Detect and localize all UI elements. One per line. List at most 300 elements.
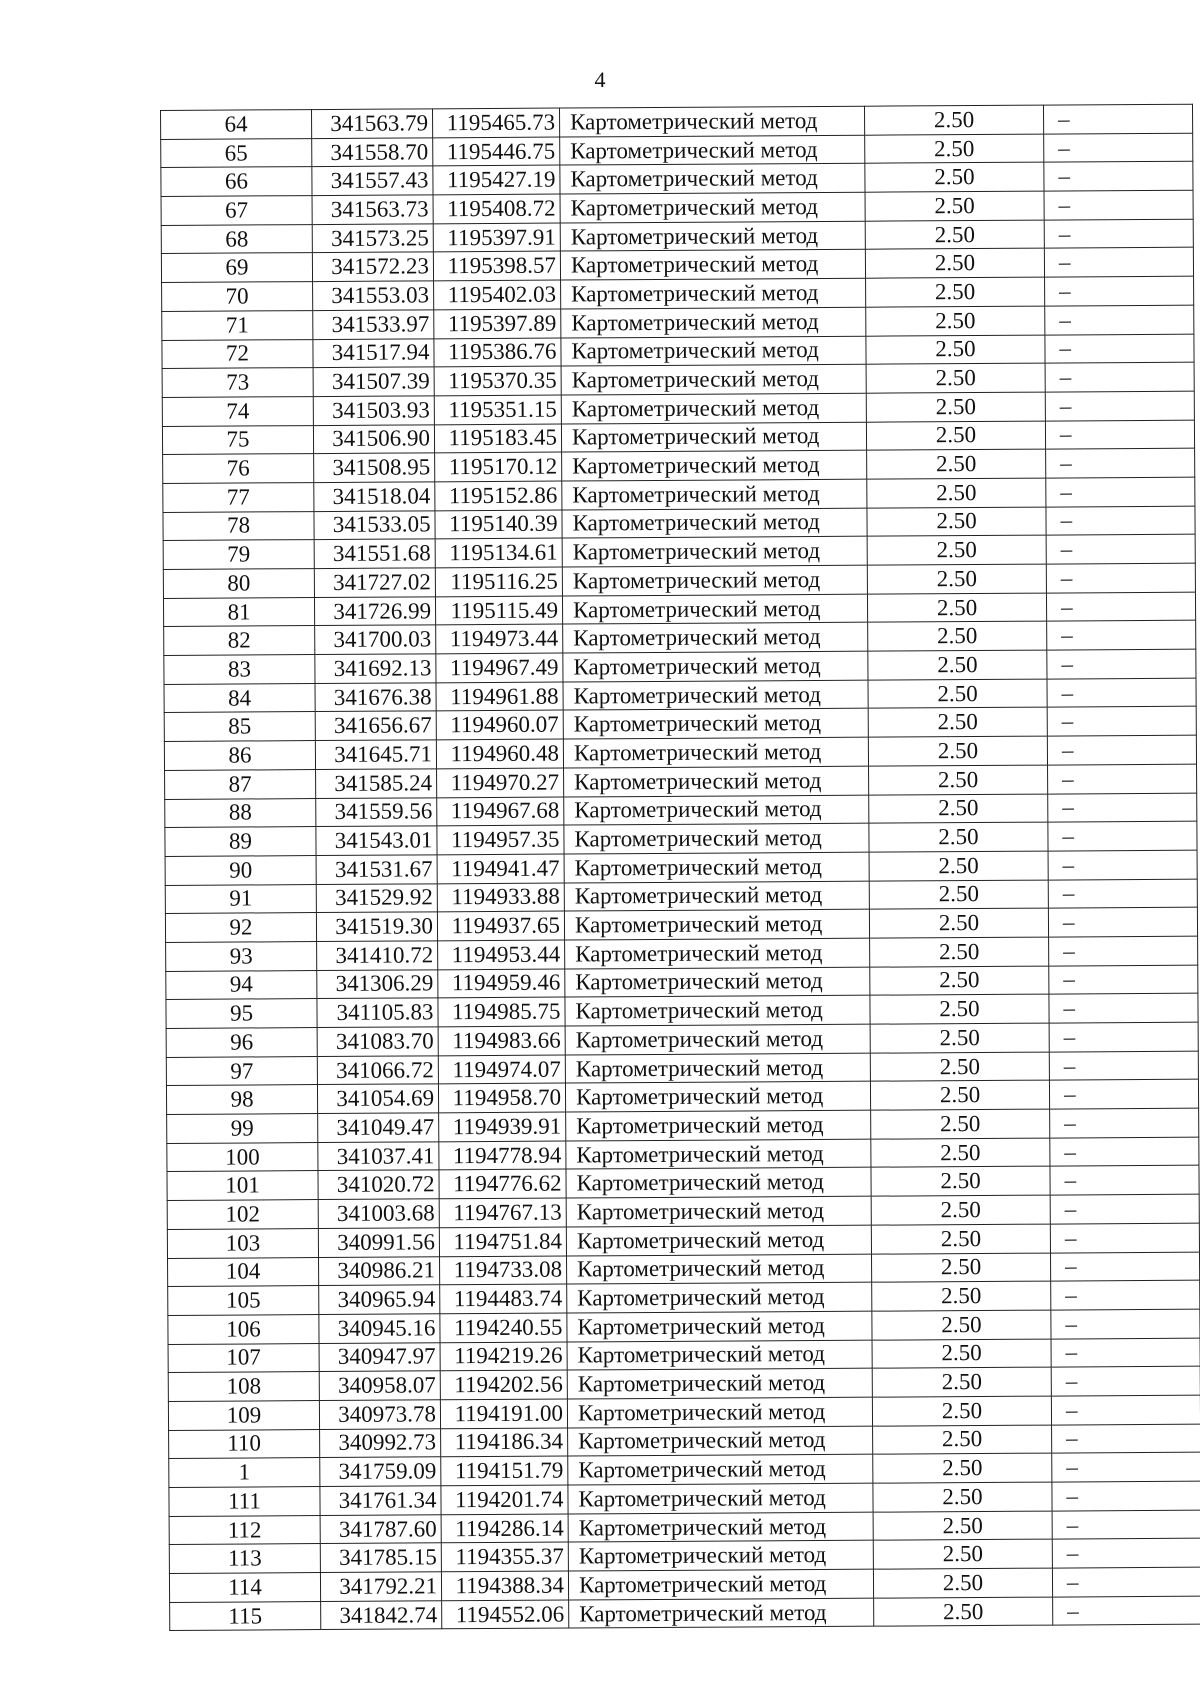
coordinate-x-cell: 341726.99	[314, 597, 435, 626]
coordinate-y-cell: 1194939.91	[439, 1112, 566, 1141]
accuracy-cell: 2.50	[867, 593, 1046, 623]
method-cell: Картометрический метод	[566, 1168, 871, 1199]
method-cell: Картометрический метод	[568, 1454, 873, 1485]
method-cell: Картометрический метод	[566, 1225, 871, 1256]
method-cell: Картометрический метод	[566, 1110, 871, 1141]
method-cell: Картометрический метод	[565, 1082, 870, 1113]
accuracy-cell: 2.50	[870, 1080, 1049, 1110]
accuracy-cell: 2.50	[873, 1568, 1052, 1598]
coordinate-y-cell: 1194186.34	[441, 1428, 568, 1457]
coordinate-x-cell: 341054.69	[317, 1084, 438, 1113]
accuracy-cell: 2.50	[865, 162, 1044, 192]
note-cell: –	[1048, 879, 1197, 909]
coordinate-y-cell: 1194970.27	[437, 768, 564, 797]
method-cell: Картометрический метод	[563, 651, 868, 682]
note-cell: –	[1050, 1194, 1199, 1224]
coordinate-y-cell: 1194552.06	[442, 1600, 569, 1629]
note-cell: –	[1050, 1166, 1199, 1196]
note-cell: –	[1053, 1596, 1200, 1626]
note-cell: –	[1044, 248, 1193, 278]
accuracy-cell: 2.50	[870, 994, 1049, 1024]
accuracy-cell: 2.50	[869, 880, 1048, 910]
coordinate-y-cell: 1194191.00	[440, 1399, 567, 1428]
coordinates-table	[160, 104, 1200, 1632]
coordinate-y-cell: 1194967.49	[436, 653, 563, 682]
method-cell: Картометрический метод	[568, 1569, 873, 1600]
point-number-cell: 64	[161, 110, 312, 140]
note-cell: –	[1045, 334, 1194, 364]
accuracy-cell: 2.50	[868, 621, 1047, 651]
coordinate-x-cell: 341003.68	[318, 1199, 439, 1228]
accuracy-cell: 2.50	[866, 306, 1045, 336]
coordinate-y-cell: 1194219.26	[440, 1342, 567, 1371]
page-number: 4	[594, 67, 606, 92]
accuracy-cell: 2.50	[865, 220, 1044, 250]
accuracy-cell: 2.50	[868, 679, 1047, 709]
coordinate-y-cell: 1195397.91	[433, 223, 560, 252]
method-cell: Картометрический метод	[563, 623, 868, 654]
note-cell: –	[1051, 1309, 1200, 1339]
note-cell: –	[1045, 362, 1194, 392]
point-number-cell: 80	[163, 569, 314, 599]
coordinate-y-cell: 1194240.55	[440, 1313, 567, 1342]
coordinate-x-cell: 340947.97	[319, 1342, 440, 1371]
note-cell: –	[1051, 1395, 1200, 1425]
method-cell: Картометрический метод	[561, 307, 866, 338]
coordinate-y-cell: 1194767.13	[439, 1198, 566, 1227]
method-cell: Картометрический метод	[562, 479, 867, 510]
note-cell: –	[1045, 391, 1194, 421]
method-cell: Картометрический метод	[566, 1139, 871, 1170]
accuracy-cell: 2.50	[865, 249, 1044, 279]
accuracy-cell: 2.50	[867, 478, 1046, 508]
note-cell: –	[1051, 1338, 1200, 1368]
coordinate-y-cell: 1194355.37	[441, 1542, 568, 1571]
coordinate-x-cell: 341508.95	[314, 453, 435, 482]
point-number-cell: 82	[164, 626, 315, 656]
coordinate-x-cell: 340958.07	[319, 1371, 440, 1400]
accuracy-cell: 2.50	[865, 191, 1044, 221]
coordinate-x-cell: 341761.34	[320, 1486, 441, 1515]
accuracy-cell: 2.50	[871, 1167, 1050, 1197]
point-number-cell: 103	[167, 1228, 318, 1258]
coordinate-y-cell: 1195465.73	[432, 108, 559, 137]
coordinate-x-cell: 340945.16	[319, 1314, 440, 1343]
note-cell: –	[1044, 133, 1193, 163]
point-number-cell: 108	[168, 1372, 319, 1402]
coordinate-x-cell: 340986.21	[319, 1256, 440, 1285]
point-number-cell: 90	[165, 855, 316, 885]
method-cell: Картометрический метод	[565, 1053, 870, 1084]
accuracy-cell: 2.50	[870, 1023, 1049, 1053]
coordinate-x-cell: 341551.68	[314, 539, 435, 568]
point-number-cell: 106	[168, 1314, 319, 1344]
note-cell: –	[1047, 678, 1196, 708]
accuracy-cell: 2.50	[868, 736, 1047, 766]
note-cell: –	[1045, 305, 1194, 335]
method-cell: Картометрический метод	[567, 1311, 872, 1342]
note-cell: –	[1052, 1481, 1200, 1511]
point-number-cell: 87	[165, 769, 316, 799]
method-cell: Картометрический метод	[559, 106, 864, 137]
accuracy-cell: 2.50	[870, 1052, 1049, 1082]
method-cell: Картометрический метод	[562, 594, 867, 625]
coordinate-x-cell: 341727.02	[314, 568, 435, 597]
coordinate-x-cell: 341049.47	[318, 1113, 439, 1142]
coordinate-y-cell: 1195398.57	[433, 251, 560, 280]
coordinate-y-cell: 1194388.34	[441, 1571, 568, 1600]
coordinate-x-cell: 341410.72	[317, 941, 438, 970]
method-cell: Картометрический метод	[567, 1254, 872, 1285]
point-number-cell: 96	[166, 1028, 317, 1058]
note-cell: –	[1044, 162, 1193, 192]
method-cell: Картометрический метод	[560, 221, 865, 252]
accuracy-cell: 2.50	[866, 392, 1045, 422]
point-number-cell: 91	[165, 884, 316, 914]
note-cell: –	[1048, 821, 1197, 851]
accuracy-cell: 2.50	[873, 1425, 1052, 1455]
note-cell: –	[1048, 764, 1197, 794]
accuracy-cell: 2.50	[866, 421, 1045, 451]
coordinate-x-cell: 341785.15	[320, 1543, 441, 1572]
coordinate-x-cell: 341529.92	[316, 883, 437, 912]
note-cell: –	[1045, 276, 1194, 306]
method-cell: Картометрический метод	[565, 995, 870, 1026]
method-cell: Картометрический метод	[561, 422, 866, 453]
point-number-cell: 77	[163, 483, 314, 513]
coordinate-x-cell: 341553.03	[313, 281, 434, 310]
coordinate-x-cell: 341676.38	[315, 683, 436, 712]
coordinate-y-cell: 1195351.15	[434, 395, 561, 424]
method-cell: Картометрический метод	[567, 1368, 872, 1399]
coordinate-y-cell: 1195116.25	[435, 567, 562, 596]
coordinate-y-cell: 1194959.46	[438, 969, 565, 998]
point-number-cell: 73	[162, 368, 313, 398]
coordinate-x-cell: 340965.94	[319, 1285, 440, 1314]
coordinate-y-cell: 1195386.76	[434, 338, 561, 367]
method-cell: Картометрический метод	[565, 1024, 870, 1055]
accuracy-cell: 2.50	[873, 1539, 1052, 1569]
coordinate-x-cell: 341558.70	[312, 138, 433, 167]
note-cell: –	[1043, 104, 1192, 134]
point-number-cell: 99	[167, 1114, 318, 1144]
note-cell: –	[1047, 707, 1196, 737]
accuracy-cell: 2.50	[869, 822, 1048, 852]
accuracy-cell: 2.50	[869, 908, 1048, 938]
point-number-cell: 93	[166, 941, 317, 971]
point-number-cell: 66	[161, 167, 312, 197]
coordinate-x-cell: 341083.70	[317, 1027, 438, 1056]
note-cell: –	[1046, 534, 1195, 564]
method-cell: Картометрический метод	[564, 881, 869, 912]
coordinate-x-cell: 341842.74	[321, 1601, 442, 1630]
coordinate-x-cell: 341573.25	[312, 224, 433, 253]
method-cell: Картометрический метод	[564, 766, 869, 797]
coordinate-y-cell: 1195183.45	[434, 424, 561, 453]
coordinate-y-cell: 1194953.44	[438, 940, 565, 969]
note-cell: –	[1047, 649, 1196, 679]
note-cell: –	[1044, 190, 1193, 220]
coordinate-x-cell: 341543.01	[316, 826, 437, 855]
method-cell: Картометрический метод	[564, 795, 869, 826]
coordinate-y-cell: 1194751.84	[439, 1227, 566, 1256]
accuracy-cell: 2.50	[872, 1339, 1051, 1369]
method-cell: Картометрический метод	[562, 537, 867, 568]
coordinate-y-cell: 1194286.14	[441, 1514, 568, 1543]
point-number-cell: 76	[163, 454, 314, 484]
coordinate-x-cell: 341020.72	[318, 1170, 439, 1199]
note-cell: –	[1047, 621, 1196, 651]
point-number-cell: 72	[162, 339, 313, 369]
coordinate-x-cell: 341792.21	[320, 1572, 441, 1601]
coordinate-x-cell: 341517.94	[313, 338, 434, 367]
accuracy-cell: 2.50	[867, 449, 1046, 479]
point-number-cell: 101	[167, 1171, 318, 1201]
accuracy-cell: 2.50	[867, 535, 1046, 565]
method-cell: Картометрический метод	[562, 508, 867, 539]
coordinate-x-cell: 341531.67	[316, 855, 437, 884]
accuracy-cell: 2.50	[869, 851, 1048, 881]
point-number-cell: 113	[169, 1544, 320, 1574]
point-number-cell: 83	[164, 655, 315, 685]
accuracy-cell: 2.50	[866, 277, 1045, 307]
accuracy-cell: 2.50	[872, 1281, 1051, 1311]
coordinate-y-cell: 1195408.72	[433, 194, 560, 223]
accuracy-cell: 2.50	[867, 564, 1046, 594]
coordinate-y-cell: 1195134.61	[435, 538, 562, 567]
note-cell: –	[1052, 1539, 1200, 1569]
accuracy-cell: 2.50	[871, 1253, 1050, 1283]
coordinates-table-body	[161, 104, 1200, 1631]
coordinate-x-cell: 340992.73	[320, 1428, 441, 1457]
point-number-cell: 97	[166, 1056, 317, 1086]
point-number-cell: 115	[170, 1601, 321, 1631]
coordinate-x-cell: 341563.79	[312, 109, 433, 138]
point-number-cell: 94	[166, 970, 317, 1000]
accuracy-cell: 2.50	[873, 1482, 1052, 1512]
method-cell: Картометрический метод	[563, 680, 868, 711]
coordinate-y-cell: 1194960.48	[436, 739, 563, 768]
note-cell: –	[1044, 219, 1193, 249]
note-cell: –	[1049, 965, 1198, 995]
coordinate-y-cell: 1194974.07	[438, 1055, 565, 1084]
point-number-cell: 98	[166, 1085, 317, 1115]
coordinate-x-cell: 340973.78	[319, 1400, 440, 1429]
accuracy-cell: 2.50	[871, 1195, 1050, 1225]
coordinate-x-cell: 341105.83	[317, 998, 438, 1027]
method-cell: Картометрический метод	[566, 1196, 871, 1227]
method-cell: Картометрический метод	[561, 336, 866, 367]
accuracy-cell: 2.50	[871, 1224, 1050, 1254]
point-number-cell: 71	[162, 310, 313, 340]
coordinate-y-cell: 1195427.19	[433, 165, 560, 194]
note-cell: –	[1045, 420, 1194, 450]
coordinate-x-cell: 341503.93	[313, 396, 434, 425]
method-cell: Картометрический метод	[560, 135, 865, 166]
coordinate-y-cell: 1194776.62	[439, 1169, 566, 1198]
point-number-cell: 69	[161, 253, 312, 283]
coordinate-x-cell: 341557.43	[312, 166, 433, 195]
coordinate-y-cell: 1195402.03	[434, 280, 561, 309]
accuracy-cell: 2.50	[872, 1396, 1051, 1426]
point-number-cell: 107	[168, 1343, 319, 1373]
coordinate-y-cell: 1195170.12	[435, 452, 562, 481]
note-cell: –	[1050, 1252, 1199, 1282]
coordinate-x-cell: 341563.73	[312, 195, 433, 224]
method-cell: Картометрический метод	[563, 737, 868, 768]
method-cell: Картометрический метод	[561, 393, 866, 424]
coordinate-y-cell: 1194957.35	[437, 825, 564, 854]
point-number-cell: 75	[162, 425, 313, 455]
point-number-cell: 89	[165, 827, 316, 857]
accuracy-cell: 2.50	[869, 765, 1048, 795]
note-cell: –	[1046, 506, 1195, 536]
method-cell: Картометрический метод	[568, 1483, 873, 1514]
point-number-cell: 102	[167, 1200, 318, 1230]
point-number-cell: 110	[169, 1429, 320, 1459]
coordinate-y-cell: 1195370.35	[434, 366, 561, 395]
accuracy-cell: 2.50	[872, 1310, 1051, 1340]
method-cell: Картометрический метод	[562, 565, 867, 596]
accuracy-cell: 2.50	[866, 335, 1045, 365]
point-number-cell: 74	[162, 396, 313, 426]
method-cell: Картометрический метод	[567, 1282, 872, 1313]
note-cell: –	[1052, 1424, 1200, 1454]
coordinate-y-cell: 1194201.74	[441, 1485, 568, 1514]
coordinate-x-cell: 341519.30	[316, 912, 437, 941]
note-cell: –	[1049, 936, 1198, 966]
accuracy-cell: 2.50	[874, 1597, 1053, 1627]
coordinate-x-cell: 341066.72	[317, 1056, 438, 1085]
note-cell: –	[1046, 477, 1195, 507]
accuracy-cell: 2.50	[865, 134, 1044, 164]
coordinate-y-cell: 1194933.88	[437, 883, 564, 912]
coordinate-x-cell: 341507.39	[313, 367, 434, 396]
coordinate-x-cell: 341559.56	[316, 797, 437, 826]
method-cell: Картометрический метод	[568, 1512, 873, 1543]
accuracy-cell: 2.50	[871, 1138, 1050, 1168]
point-number-cell: 114	[169, 1573, 320, 1603]
note-cell: –	[1050, 1223, 1199, 1253]
coordinate-x-cell: 341518.04	[314, 482, 435, 511]
point-number-cell: 85	[164, 712, 315, 742]
coordinate-x-cell: 341572.23	[312, 252, 433, 281]
point-number-cell: 70	[162, 282, 313, 312]
note-cell: –	[1052, 1510, 1200, 1540]
point-number-cell: 109	[168, 1400, 319, 1430]
coordinate-y-cell: 1194961.88	[436, 682, 563, 711]
point-number-cell: 65	[161, 138, 312, 168]
note-cell: –	[1046, 563, 1195, 593]
note-cell: –	[1049, 1022, 1198, 1052]
point-number-cell: 1	[169, 1458, 320, 1488]
note-cell: –	[1051, 1280, 1200, 1310]
point-number-cell: 104	[168, 1257, 319, 1287]
method-cell: Картометрический метод	[564, 852, 869, 883]
method-cell: Картометрический метод	[563, 709, 868, 740]
point-number-cell: 86	[164, 741, 315, 771]
point-number-cell: 112	[169, 1515, 320, 1545]
method-cell: Картометрический метод	[565, 938, 870, 969]
accuracy-cell: 2.50	[867, 507, 1046, 537]
note-cell: –	[1052, 1567, 1200, 1597]
point-number-cell: 95	[166, 999, 317, 1029]
coordinate-y-cell: 1194958.70	[438, 1083, 565, 1112]
accuracy-cell: 2.50	[870, 937, 1049, 967]
method-cell: Картометрический метод	[568, 1541, 873, 1572]
point-number-cell: 100	[167, 1142, 318, 1172]
coordinate-y-cell: 1194937.65	[437, 911, 564, 940]
accuracy-cell: 2.50	[872, 1367, 1051, 1397]
coordinate-y-cell: 1194983.66	[438, 1026, 565, 1055]
coordinate-y-cell: 1194733.08	[440, 1256, 567, 1285]
coordinate-y-cell: 1195115.49	[435, 596, 562, 625]
coordinate-y-cell: 1195140.39	[435, 510, 562, 539]
note-cell: –	[1048, 850, 1197, 880]
coordinate-x-cell: 341533.05	[314, 510, 435, 539]
point-number-cell: 88	[165, 798, 316, 828]
coordinate-y-cell: 1195397.89	[434, 309, 561, 338]
note-cell: –	[1046, 592, 1195, 622]
point-number-cell: 68	[161, 224, 312, 254]
note-cell: –	[1050, 1108, 1199, 1138]
method-cell: Картометрический метод	[569, 1598, 874, 1629]
note-cell: –	[1049, 1080, 1198, 1110]
point-number-cell: 92	[165, 913, 316, 943]
note-cell: –	[1049, 993, 1198, 1023]
method-cell: Картометрический метод	[560, 192, 865, 223]
coordinate-y-cell: 1194941.47	[437, 854, 564, 883]
coordinate-x-cell: 341759.09	[320, 1457, 441, 1486]
method-cell: Картометрический метод	[567, 1397, 872, 1428]
point-number-cell: 78	[163, 511, 314, 541]
coordinate-y-cell: 1194967.68	[437, 797, 564, 826]
coordinate-x-cell: 340991.56	[318, 1228, 439, 1257]
coordinate-y-cell: 1195446.75	[433, 137, 560, 166]
note-cell: –	[1046, 448, 1195, 478]
accuracy-cell: 2.50	[869, 794, 1048, 824]
accuracy-cell: 2.50	[873, 1453, 1052, 1483]
coordinate-y-cell: 1194973.44	[436, 624, 563, 653]
coordinate-y-cell: 1194483.74	[440, 1284, 567, 1313]
coordinate-x-cell: 341645.71	[315, 740, 436, 769]
method-cell: Картометрический метод	[568, 1426, 873, 1457]
method-cell: Картометрический метод	[564, 823, 869, 854]
point-number-cell: 84	[164, 683, 315, 713]
note-cell: –	[1051, 1366, 1200, 1396]
note-cell: –	[1052, 1452, 1200, 1482]
coordinate-y-cell: 1194985.75	[438, 997, 565, 1026]
coordinate-x-cell: 341533.97	[313, 310, 434, 339]
table-row	[170, 1596, 1200, 1631]
point-number-cell: 79	[163, 540, 314, 570]
coordinate-x-cell: 341037.41	[318, 1142, 439, 1171]
coordinate-x-cell: 341506.90	[313, 424, 434, 453]
point-number-cell: 111	[169, 1487, 320, 1517]
note-cell: –	[1047, 735, 1196, 765]
accuracy-cell: 2.50	[866, 363, 1045, 393]
coordinate-x-cell: 341700.03	[315, 625, 436, 654]
coordinate-y-cell: 1195152.86	[435, 481, 562, 510]
point-number-cell: 105	[168, 1286, 319, 1316]
coordinate-x-cell: 341306.29	[317, 969, 438, 998]
note-cell: –	[1048, 907, 1197, 937]
method-cell: Картометрический метод	[560, 164, 865, 195]
method-cell: Картометрический метод	[565, 967, 870, 998]
method-cell: Картометрический метод	[561, 364, 866, 395]
coordinate-x-cell: 341787.60	[320, 1514, 441, 1543]
note-cell: –	[1050, 1137, 1199, 1167]
